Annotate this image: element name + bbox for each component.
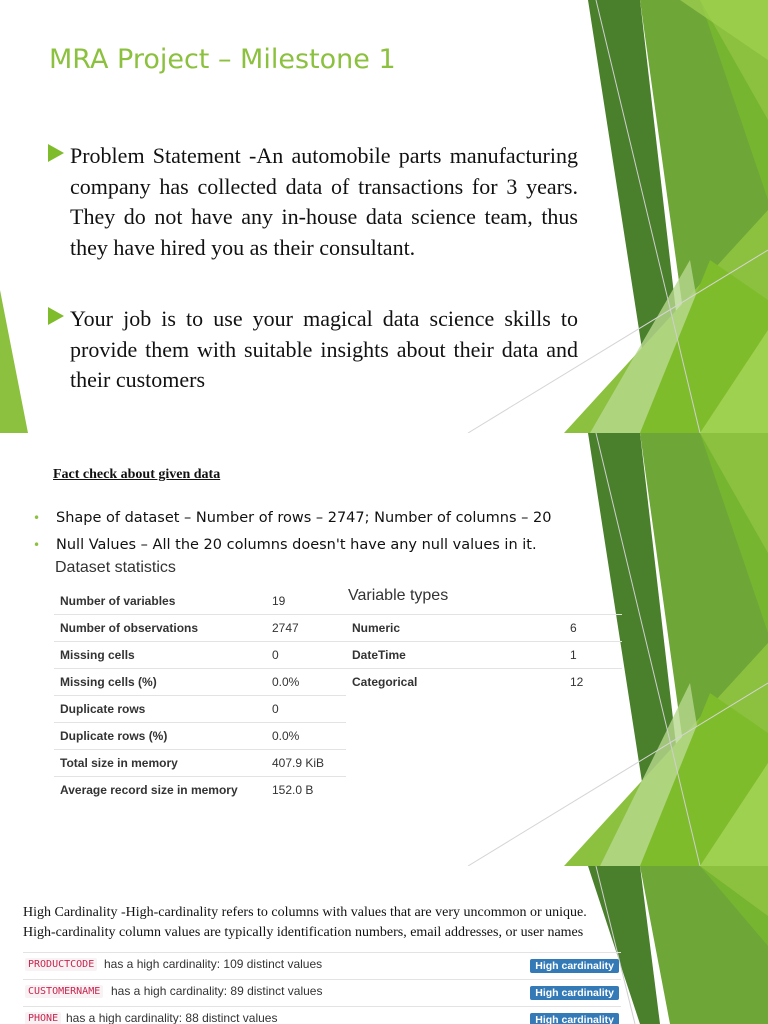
cardinality-description: has a high cardinality: 88 distinct values bbox=[66, 1011, 278, 1024]
table-row: Categorical 12 bbox=[346, 669, 622, 696]
bullet-dot-icon: • bbox=[33, 511, 41, 525]
table-row: Total size in memory 407.9 KiB bbox=[54, 750, 346, 777]
table-row: Average record size in memory 152.0 B bbox=[54, 777, 346, 804]
high-cardinality-description: High Cardinality -High-cardinality refers to columns with values that are very uncommon or unique. High-cardinality column values are typically identification numbers, email addresses, or user names bbox=[23, 905, 587, 940]
column-code: PHONE bbox=[25, 1012, 61, 1024]
high-cardinality-badge: High cardinality bbox=[530, 1013, 619, 1024]
cardinality-description: has a high cardinality: 89 distinct values bbox=[111, 984, 323, 998]
table-row: Number of variables 19 bbox=[60, 594, 286, 608]
column-code: PRODUCTCODE bbox=[25, 958, 97, 971]
bullet-your-job bbox=[48, 304, 578, 396]
table-row: Missing cells (%) 0.0% bbox=[54, 669, 346, 696]
fact-check-title: Fact check about given data bbox=[53, 467, 221, 482]
slide-3 bbox=[0, 866, 768, 1024]
variable-types-title: Variable types bbox=[348, 587, 449, 604]
triangle-bullet-icon bbox=[48, 307, 64, 325]
bullet-text: Problem Statement -An automobile parts manufacturing company has collected data of transactions for 3 years. They do not have any in-house data science team, thus they have hired you as their consultant. bbox=[70, 143, 578, 260]
table-row: Numeric 6 bbox=[346, 615, 622, 642]
bullet-dot-icon: • bbox=[33, 538, 41, 552]
variable-types-table bbox=[346, 614, 622, 695]
table-row bbox=[23, 1006, 621, 1024]
slide-title: MRA Project – Milestone 1 bbox=[49, 44, 396, 75]
bullet-text: Your job is to use your magical data science skills to provide them with suitable insights about their data and their customers bbox=[70, 306, 578, 392]
bullet-problem-statement bbox=[48, 141, 578, 263]
table-row bbox=[23, 979, 621, 1006]
slide-1 bbox=[0, 0, 768, 433]
list-item: • Shape of dataset – Number of rows – 2747; Number of columns – 20 bbox=[33, 505, 551, 532]
table-row: Number of observations 2747 bbox=[54, 615, 346, 642]
fact-list bbox=[33, 505, 551, 559]
dataset-statistics-table bbox=[54, 588, 346, 803]
high-cardinality-badge: High cardinality bbox=[530, 986, 619, 1000]
table-row: DateTime 1 bbox=[346, 642, 622, 669]
cardinality-description: has a high cardinality: 109 distinct values bbox=[104, 957, 323, 971]
table-row: Duplicate rows 0 bbox=[54, 696, 346, 723]
table-row bbox=[23, 952, 621, 979]
high-cardinality-badge: High cardinality bbox=[530, 959, 619, 973]
column-code: CUSTOMERNAME bbox=[25, 985, 103, 998]
dataset-statistics-title: Dataset statistics bbox=[55, 559, 176, 576]
table-row: Duplicate rows (%) 0.0% bbox=[54, 723, 346, 750]
slide-2 bbox=[0, 433, 768, 866]
list-item: • Null Values – All the 20 columns doesn't have any null values in it. bbox=[33, 532, 551, 559]
triangle-bullet-icon bbox=[48, 144, 64, 162]
table-row: Missing cells 0 bbox=[54, 642, 346, 669]
